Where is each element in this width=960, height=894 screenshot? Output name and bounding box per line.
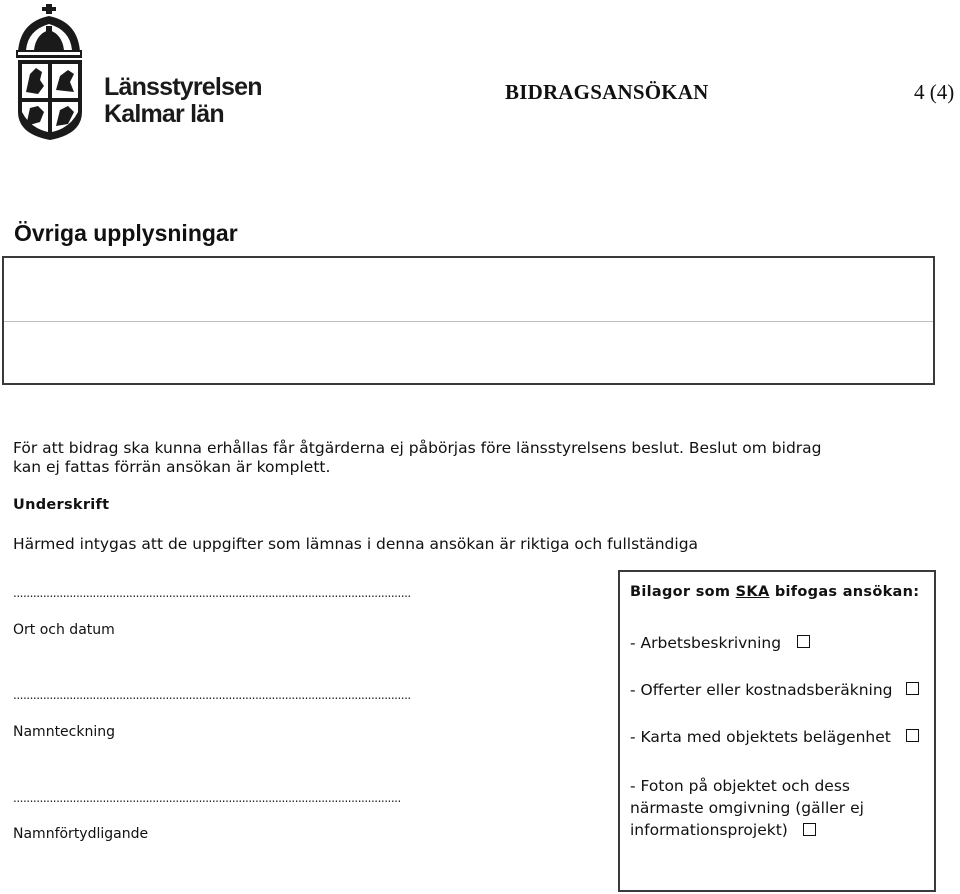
place-date-line[interactable]: ........................................................................................................................ bbox=[13, 586, 411, 600]
checkbox-icon[interactable] bbox=[797, 635, 810, 648]
page-number: 4 (4) bbox=[914, 80, 955, 104]
notice-line-2: kan ej fattas förrän ansökan är komplett. bbox=[13, 458, 331, 476]
notice-paragraph bbox=[13, 439, 853, 477]
name-clarification-label: Namnförtydligande bbox=[13, 826, 149, 842]
checkbox-icon[interactable] bbox=[803, 823, 816, 836]
signature-label: Namnteckning bbox=[13, 724, 115, 740]
attestation-text: Härmed intygas att de uppgifter som lämnas i denna ansökan är riktiga och fullständiga bbox=[13, 535, 699, 553]
photos-line-3: informationsprojekt) bbox=[630, 821, 788, 839]
attachments-title bbox=[630, 584, 919, 600]
attachment-item-work-description: - Arbetsbeskrivning bbox=[630, 634, 782, 652]
photos-line-2: närmaste omgivning (gäller ej bbox=[630, 799, 864, 817]
photos-line-1: - Foton på objektet och dess bbox=[630, 777, 850, 795]
section-title: Övriga upplysningar bbox=[14, 220, 238, 246]
signature-line[interactable]: ........................................................................................................................ bbox=[13, 688, 411, 702]
notice-line-1: För att bidrag ska kunna erhållas får åtgärderna ej påbörjas före länsstyrelsens beslut. Beslut om bidrag bbox=[13, 439, 822, 457]
county-coat-of-arms-icon bbox=[10, 2, 100, 142]
attachments-title-emphasis: SKA bbox=[735, 584, 770, 600]
attachment-item-photos bbox=[630, 775, 890, 841]
name-clarification-line[interactable]: ..................................................................................................................... bbox=[13, 791, 401, 805]
checkbox-icon[interactable] bbox=[906, 729, 919, 742]
logo-wordmark bbox=[104, 74, 262, 128]
field-divider bbox=[4, 321, 933, 322]
signature-heading: Underskrift bbox=[13, 497, 110, 513]
other-information-field[interactable] bbox=[2, 256, 935, 385]
attachment-item-quotes: - Offerter eller kostnadsberäkning bbox=[630, 681, 893, 699]
logo-line-1: Länsstyrelsen bbox=[104, 73, 262, 101]
attachments-title-post: bifogas ansökan: bbox=[769, 584, 920, 600]
document-title: BIDRAGSANSÖKAN bbox=[505, 80, 709, 104]
checkbox-icon[interactable] bbox=[906, 682, 919, 695]
logo-line-2: Kalmar län bbox=[104, 100, 224, 128]
place-date-label: Ort och datum bbox=[13, 622, 115, 638]
attachment-item-map: - Karta med objektets belägenhet bbox=[630, 728, 891, 746]
attachments-title-pre: Bilagor som bbox=[630, 584, 736, 600]
